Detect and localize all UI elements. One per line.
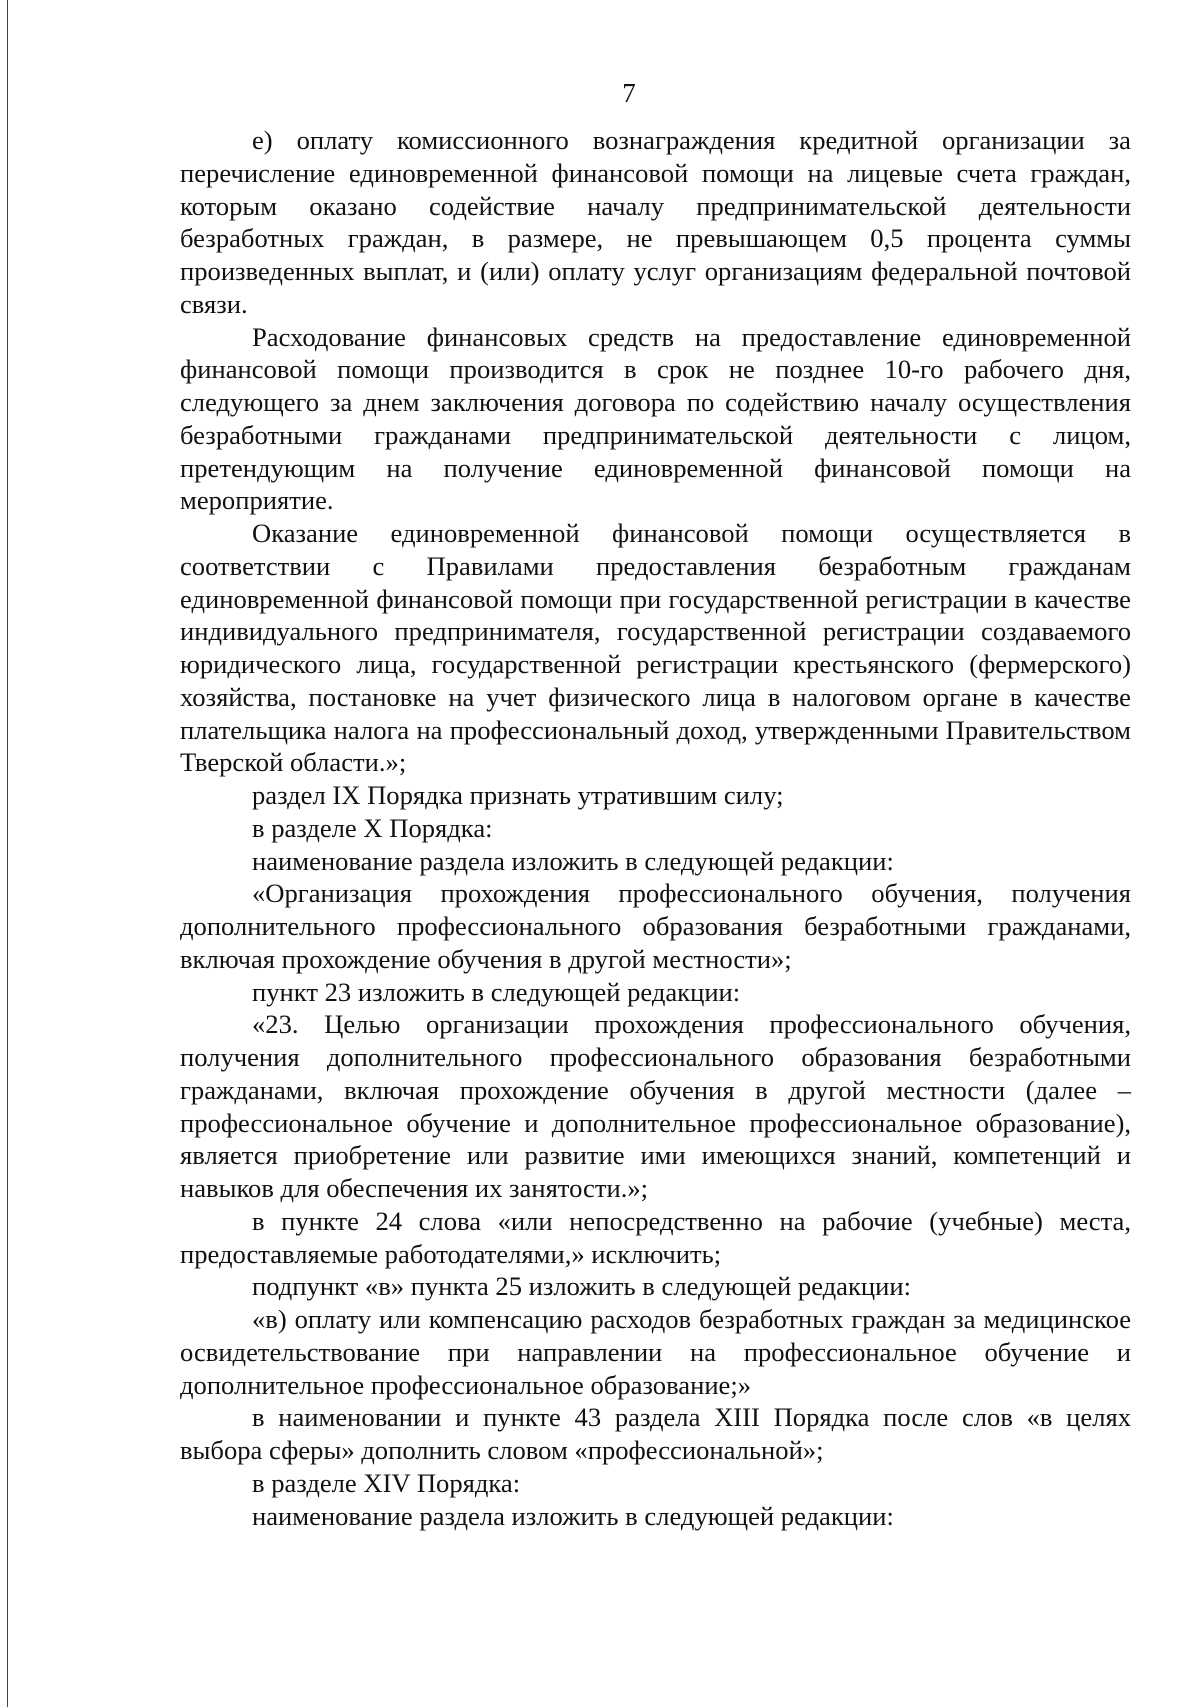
paragraph-point-23-intro: пункт 23 изложить в следующей редакции:	[252, 976, 741, 1007]
page-number: 7	[622, 78, 636, 108]
paragraph-section-xiv: в разделе XIV Порядка:	[252, 1467, 521, 1498]
paragraph-spending: Расходование финансовых средств на предоставление единовременной финансовой помощи производится в срок не позднее 10-го рабочего дня, следующего за днем заключения договора по содействию началу осуществления безработными гражданами предпринимательской деятельности с лицом, претендующим на получение единовременной финансовой помощи на мероприятие.	[180, 321, 1131, 516]
paragraph-section-x: в разделе X Порядка:	[252, 812, 493, 843]
paragraph-section-ix: раздел IX Порядка признать утратившим силу;	[252, 780, 784, 810]
paragraph-section-x-title: «Организация прохождения профессионального обучения, получения дополнительного профессионального образования безработными гражданами, включая прохождение обучения в другой местности»;	[180, 878, 1131, 974]
paragraph-section-x-title-intro: наименование раздела изложить в следующей редакции:	[252, 845, 894, 876]
paragraph-section-xiv-title-intro: наименование раздела изложить в следующей редакции:	[252, 1500, 894, 1531]
paragraph-point-23: «23. Целью организации прохождения профессионального обучения, получения дополнительного профессионального образования безработными гражданами, включая прохождение обучения в другой местности (далее – профессиональное обучение и дополнительное профессиональное образование), является приобретение или развитие ими имеющихся знаний, компетенций и навыков для обеспечения их занятости.»;	[180, 1009, 1131, 1203]
paragraph-assistance-rules: Оказание единовременной финансовой помощи осуществляется в соответствии с Правилами предоставления безработным гражданам единовременной финансовой помощи при государственной регистрации в качестве индивидуального предпринимателя, государственной регистрации создаваемого юридического лица, государственной регистрации крестьянского (фермерского) хозяйства, постановке на учет физического лица в налоговом органе в качестве плательщика налога на профессиональный доход, утвержденными Правительством Тверской области.»;	[180, 518, 1131, 778]
document-body	[180, 124, 1131, 1532]
paragraph-section-xiii: в наименовании и пункте 43 раздела XIII Порядка после слов «в целях выбора сферы» дополнить словом «профессиональной»;	[180, 1402, 1131, 1465]
paragraph-point-25-intro: подпункт «в» пункта 25 изложить в следующей редакции:	[252, 1271, 911, 1302]
paragraph-item-e: е) оплату комиссионного вознаграждения кредитной организации за перечисление единовременной финансовой помощи на лицевые счета граждан, которым оказано содействие началу предпринимательской деятельности безработных граждан, в размере, не превышающем 0,5 процента суммы произведенных выплат, и (или) оплату услуг организациям федеральной почтовой связи.	[180, 125, 1131, 319]
scan-edge-line	[7, 0, 8, 1707]
paragraph-point-25-v: «в) оплату или компенсацию расходов безработных граждан за медицинское освидетельствование при направлении на профессиональное обучение и дополнительное профессиональное образование;»	[180, 1304, 1131, 1400]
paragraph-point-24: в пункте 24 слова «или непосредственно на рабочие (учебные) места, предоставляемые работодателями,» исключить;	[180, 1205, 1131, 1269]
